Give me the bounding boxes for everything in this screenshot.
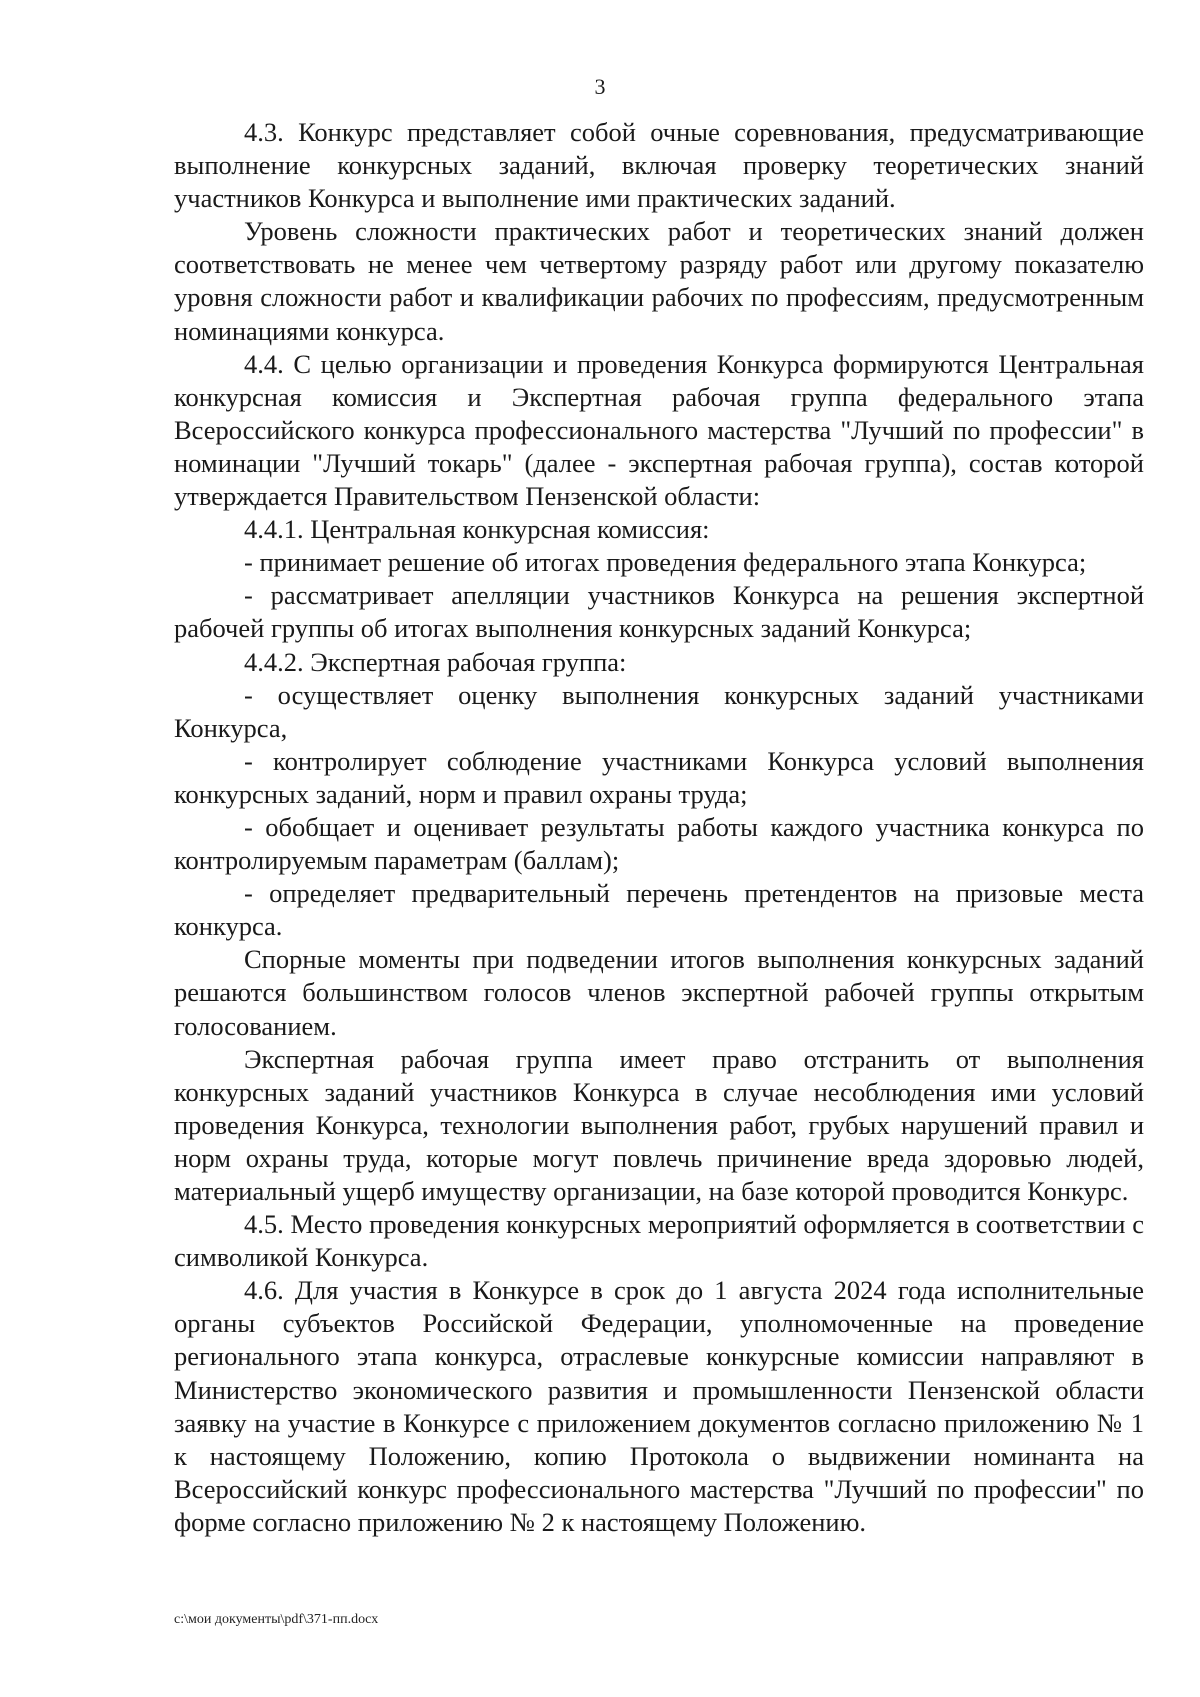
list-item-expert-prizes: - определяет предварительный перечень претендентов на призовые места конкурса. <box>174 878 1144 942</box>
paragraph-4-3: 4.3. Конкурс представляет собой очные соревнования, предусматривающие выполнение конкурсных заданий, включая проверку теоретических знаний участников Конкурса и выполнение ими практических заданий. <box>174 117 1144 214</box>
list-item-commission-decision: - принимает решение об итогах проведения федерального этапа Конкурса; <box>244 547 1087 578</box>
page-number: 3 <box>594 74 606 99</box>
paragraph-4-4: 4.4. С целью организации и проведения Конкурса формируются Центральная конкурсная комиссия и Экспертная рабочая группа федерального этапа Всероссийского конкурса профессионального мастерства "Лучший по профессии" в номинации "Лучший токарь" (далее - экспертная рабочая группа), состав которой утверждается Правительством Пензенской области: <box>174 348 1144 512</box>
footer-file-path: c:\мои документы\pdf\371-пп.docx <box>174 1612 379 1627</box>
paragraph-4-6: 4.6. Для участия в Конкурсе в срок до 1 августа 2024 года исполнительные органы субъектов Российской Федерации, уполномоченные на проведение регионального этапа конкурса, отраслевые конкурсные комиссии направляют в Министерство экономического развития и промышленности Пензенской области заявку на участие в Конкурсе с приложением документов согласно приложению № 1 к настоящему Положению, копию Протокола о выдвижении номинанта на Всероссийский конкурс профессионального мастерства "Лучший по профессии" по форме согласно приложению № 2 к настоящему Положению. <box>174 1275 1144 1537</box>
list-item-expert-assessment: - осуществляет оценку выполнения конкурсных заданий участниками Конкурса, <box>174 679 1144 743</box>
list-item-commission-appeals: - рассматривает апелляции участников Конкурса на решения экспертной рабочей группы об итогах выполнения конкурсных заданий Конкурса; <box>174 580 1144 644</box>
list-item-expert-evaluation: - обобщает и оценивает результаты работы каждого участника конкурса по контролируемым параметрам (баллам); <box>174 811 1144 876</box>
paragraph-disputes: Спорные моменты при подведении итогов выполнения конкурсных заданий решаются большинством голосов членов экспертной рабочей группы открытым голосованием. <box>174 944 1144 1041</box>
paragraph-4-4-2: 4.4.2. Экспертная рабочая группа: <box>244 646 627 677</box>
list-item-expert-control: - контролирует соблюдение участниками Конкурса условий выполнения конкурсных заданий, норм и правил охраны труда; <box>174 745 1144 809</box>
document-body <box>174 116 1144 1539</box>
paragraph-disqualification: Экспертная рабочая группа имеет право отстранить от выполнения конкурсных заданий участников Конкурса в случае несоблюдения ими условий проведения Конкурса, технологии выполнения работ, грубых нарушений правил и норм охраны труда, которые могут повлечь причинение вреда здоровью людей, материальный ущерб имуществу организации, на базе которой проводится Конкурс. <box>174 1043 1144 1206</box>
paragraph-4-4-1: 4.4.1. Центральная конкурсная комиссия: <box>244 514 710 545</box>
paragraph-complexity-level: Уровень сложности практических работ и теоретических знаний должен соответствовать не менее чем четвертому разряду работ или другому показателю уровня сложности работ и квалификации рабочих по профессиям, предусмотренным номинациями конкурса. <box>174 216 1144 346</box>
paragraph-4-5: 4.5. Место проведения конкурсных мероприятий оформляется в соответствии с символикой Конкурса. <box>174 1209 1144 1273</box>
